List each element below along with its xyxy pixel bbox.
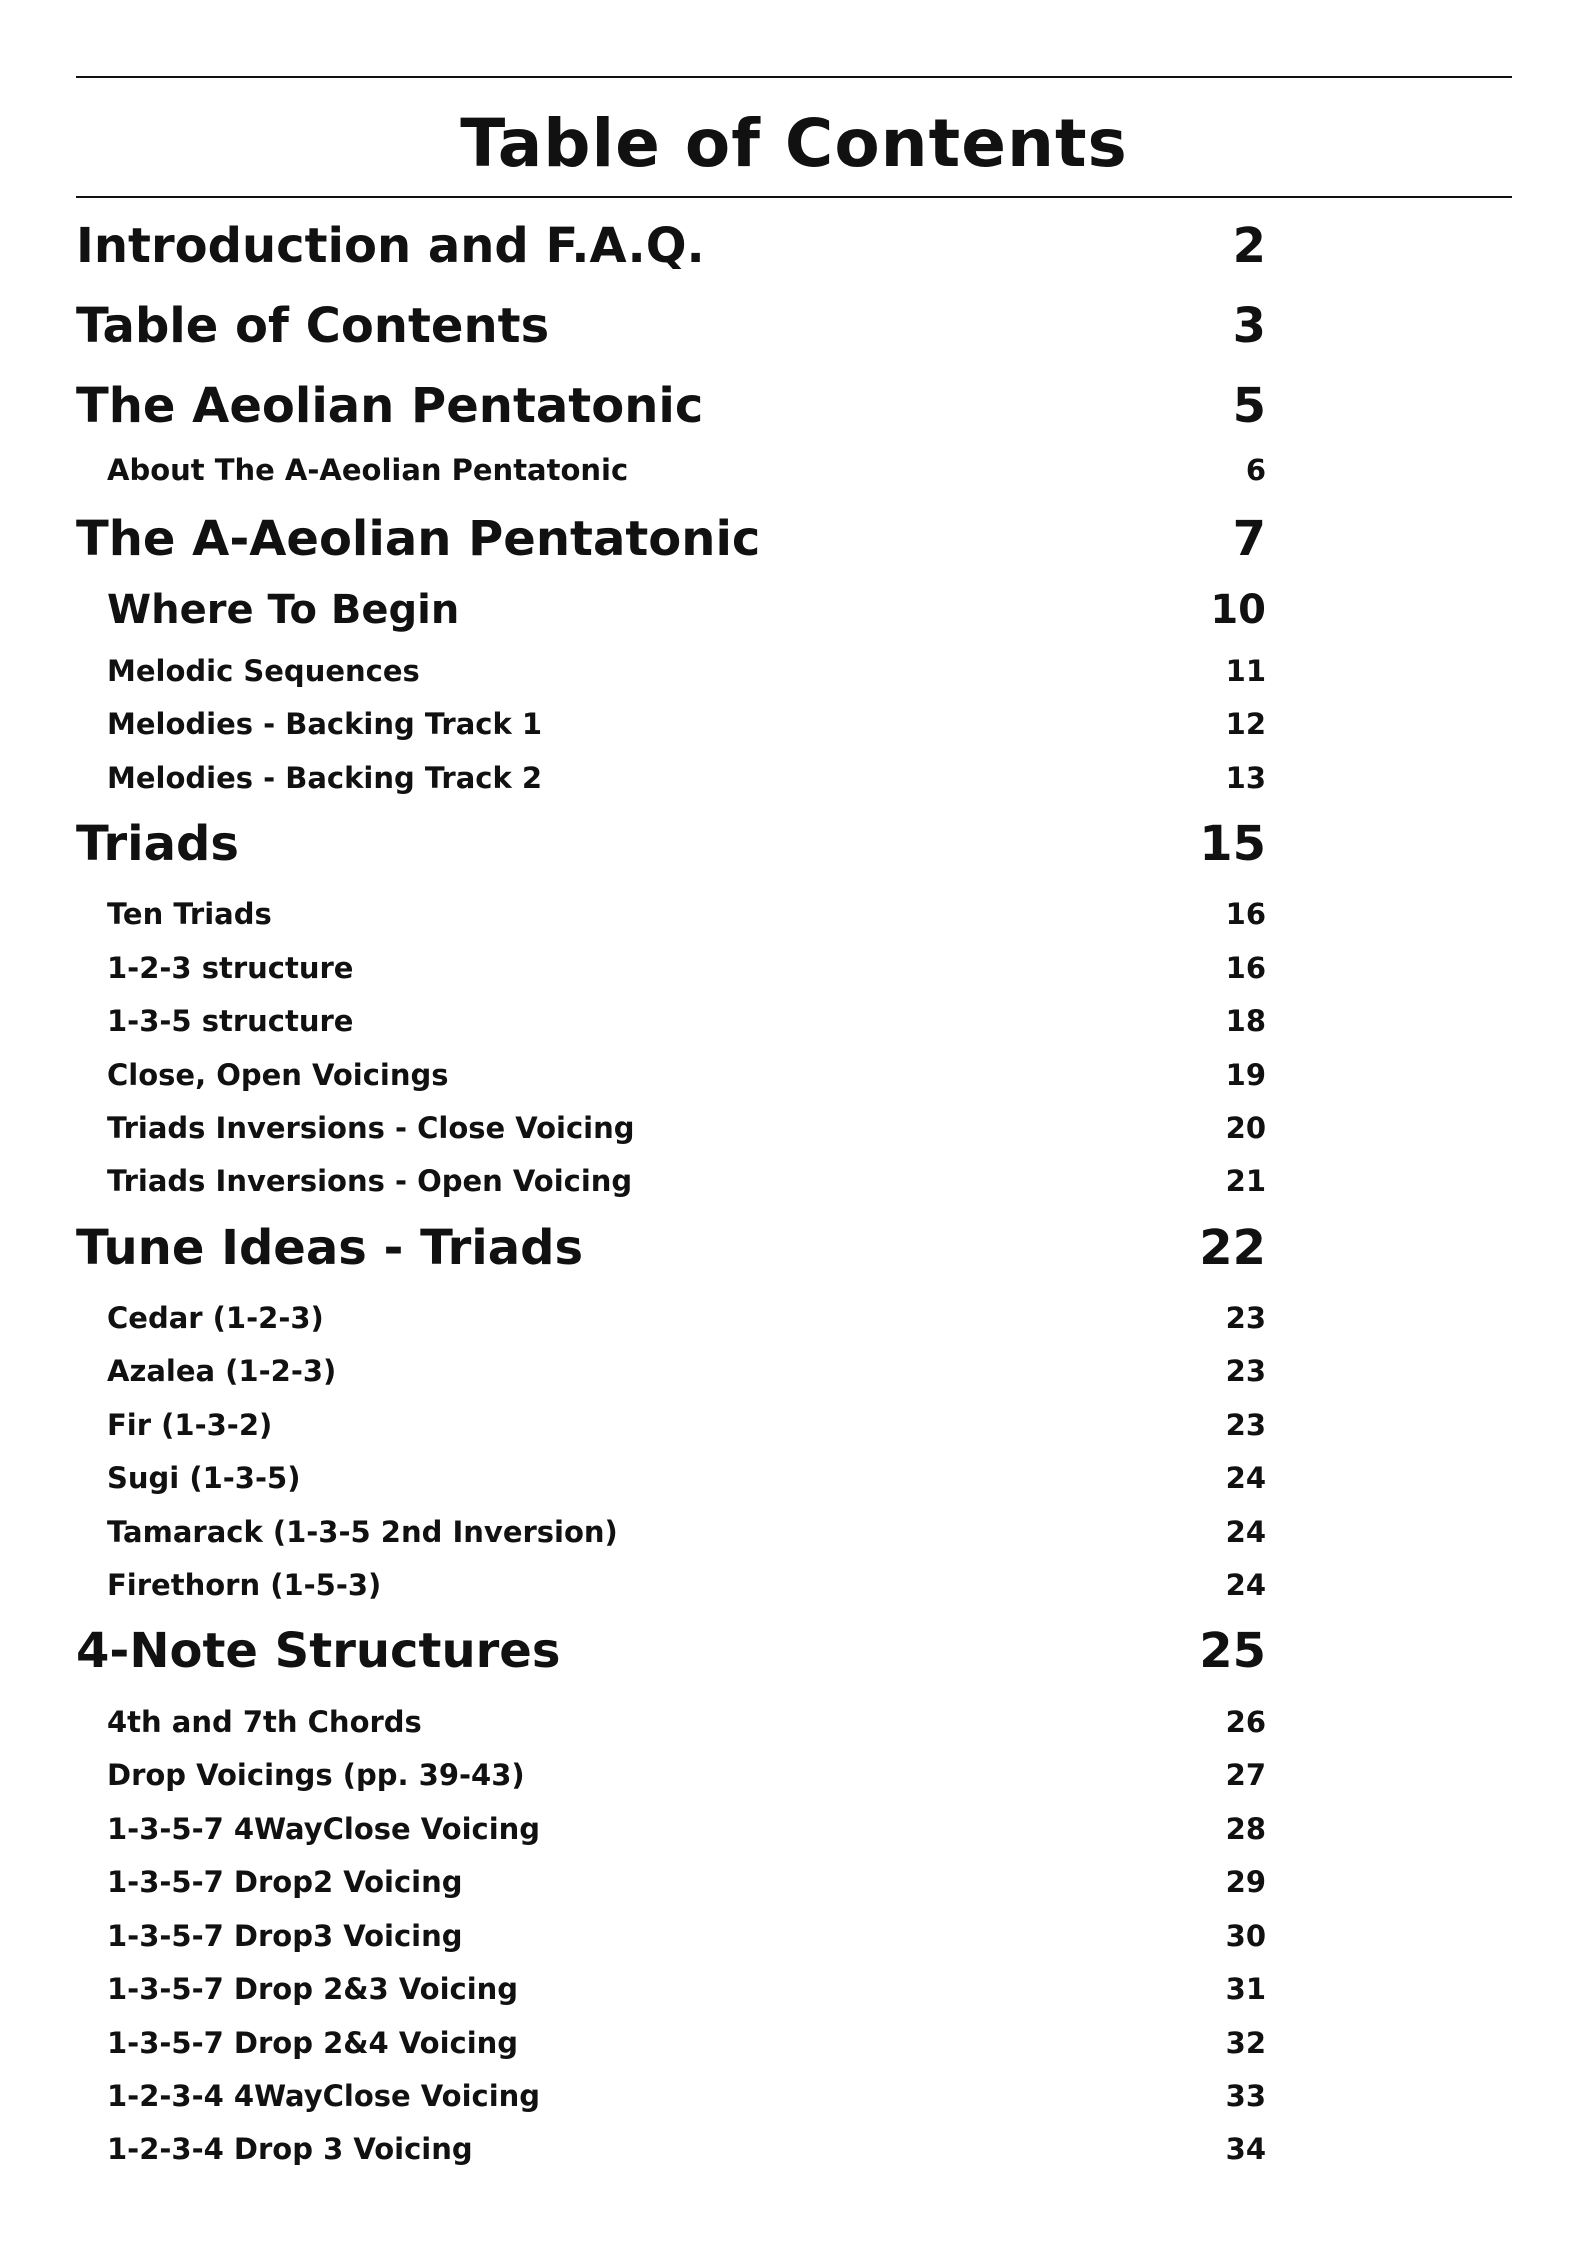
toc-entry-page-number: 13 xyxy=(1225,761,1266,795)
toc-subsection-entry[interactable] xyxy=(0,896,1587,932)
toc-entry-label: Table of Contents xyxy=(76,298,550,354)
title-underline-rule xyxy=(76,196,1512,198)
toc-subsection-entry[interactable] xyxy=(0,1163,1587,1199)
toc-subsection-entry[interactable] xyxy=(0,1300,1587,1336)
toc-subsection-entry[interactable] xyxy=(0,2025,1587,2061)
toc-entry-page-number: 10 xyxy=(1210,587,1266,633)
toc-entry-page-number: 23 xyxy=(1225,1408,1266,1442)
toc-subsection-entry[interactable] xyxy=(0,1514,1587,1550)
toc-entry-label: 1-3-5-7 Drop2 Voicing xyxy=(107,1865,463,1899)
toc-entry-label: Close, Open Voicings xyxy=(107,1058,449,1092)
toc-entry-label: Sugi (1-3-5) xyxy=(107,1461,301,1495)
toc-subsection-entry[interactable] xyxy=(0,2131,1587,2167)
toc-entry-label: Cedar (1-2-3) xyxy=(107,1301,324,1335)
toc-entry-label: 1-3-5-7 Drop3 Voicing xyxy=(107,1919,463,1953)
toc-entry-page-number: 24 xyxy=(1225,1568,1266,1602)
toc-entry-label: Triads xyxy=(76,816,239,872)
toc-subsection-entry[interactable] xyxy=(0,2078,1587,2114)
toc-entry-label: About The A-Aeolian Pentatonic xyxy=(107,453,629,487)
toc-entry-page-number: 27 xyxy=(1225,1758,1266,1792)
toc-entry-page-number: 16 xyxy=(1225,951,1266,985)
toc-entry-label: Drop Voicings (pp. 39-43) xyxy=(107,1758,525,1792)
toc-subsection-entry[interactable] xyxy=(0,706,1587,742)
toc-entry-label: Ten Triads xyxy=(107,897,272,931)
toc-entry-page-number: 28 xyxy=(1225,1812,1266,1846)
toc-entry-page-number: 15 xyxy=(1199,816,1266,872)
toc-entry-label: 1-2-3-4 Drop 3 Voicing xyxy=(107,2132,473,2166)
toc-entry-page-number: 19 xyxy=(1225,1058,1266,1092)
toc-entry-label: 1-3-5 structure xyxy=(107,1004,354,1038)
toc-entry-label: 1-2-3 structure xyxy=(107,951,354,985)
toc-subsection-entry[interactable] xyxy=(0,1353,1587,1389)
toc-entry-page-number: 33 xyxy=(1225,2079,1266,2113)
toc-subsection-entry[interactable] xyxy=(0,585,1587,635)
toc-subsection-entry[interactable] xyxy=(0,1757,1587,1793)
toc-entry-page-number: 20 xyxy=(1225,1111,1266,1145)
toc-entry-page-number: 7 xyxy=(1232,511,1266,567)
toc-entry-label: Melodies - Backing Track 2 xyxy=(107,761,543,795)
toc-subsection-entry[interactable] xyxy=(0,950,1587,986)
toc-entry-label: 1-3-5-7 4WayClose Voicing xyxy=(107,1812,541,1846)
toc-subsection-entry[interactable] xyxy=(0,1057,1587,1093)
toc-entry-label: The A-Aeolian Pentatonic xyxy=(76,511,761,567)
toc-section-entry[interactable] xyxy=(0,813,1587,875)
toc-entry-label: Melodic Sequences xyxy=(107,654,420,688)
toc-entry-label: The Aeolian Pentatonic xyxy=(76,378,704,434)
toc-subsection-entry[interactable] xyxy=(0,653,1587,689)
toc-entry-page-number: 18 xyxy=(1225,1004,1266,1038)
toc-section-entry[interactable] xyxy=(0,508,1587,570)
top-rule xyxy=(76,76,1512,78)
toc-subsection-entry[interactable] xyxy=(0,1003,1587,1039)
toc-entry-label: Introduction and F.A.Q. xyxy=(76,218,705,274)
toc-subsection-entry[interactable] xyxy=(0,1704,1587,1740)
toc-entry-page-number: 3 xyxy=(1232,298,1266,354)
toc-entry-page-number: 5 xyxy=(1232,378,1266,434)
toc-entry-label: 4th and 7th Chords xyxy=(107,1705,422,1739)
toc-entry-page-number: 6 xyxy=(1245,453,1266,487)
toc-entry-page-number: 21 xyxy=(1225,1164,1266,1198)
toc-subsection-entry[interactable] xyxy=(0,1864,1587,1900)
toc-entry-label: Triads Inversions - Open Voicing xyxy=(107,1164,633,1198)
toc-subsection-entry[interactable] xyxy=(0,760,1587,796)
toc-subsection-entry[interactable] xyxy=(0,1567,1587,1603)
toc-entry-page-number: 34 xyxy=(1225,2132,1266,2166)
toc-section-entry[interactable] xyxy=(0,1217,1587,1279)
toc-entry-page-number: 24 xyxy=(1225,1515,1266,1549)
toc-subsection-entry[interactable] xyxy=(0,1918,1587,1954)
toc-entry-page-number: 24 xyxy=(1225,1461,1266,1495)
toc-section-entry[interactable] xyxy=(0,215,1587,277)
toc-entry-page-number: 11 xyxy=(1225,654,1266,688)
toc-entry-label: Fir (1-3-2) xyxy=(107,1408,273,1442)
toc-entry-label: Triads Inversions - Close Voicing xyxy=(107,1111,635,1145)
toc-entry-page-number: 2 xyxy=(1232,218,1266,274)
toc-entry-label: Where To Begin xyxy=(107,587,460,633)
toc-section-entry[interactable] xyxy=(0,1620,1587,1682)
toc-entry-page-number: 12 xyxy=(1225,707,1266,741)
toc-subsection-entry[interactable] xyxy=(0,1110,1587,1146)
toc-entry-page-number: 32 xyxy=(1225,2026,1266,2060)
toc-entry-page-number: 25 xyxy=(1199,1623,1266,1679)
toc-entry-page-number: 30 xyxy=(1225,1919,1266,1953)
toc-entry-page-number: 31 xyxy=(1225,1972,1266,2006)
toc-entry-label: Tamarack (1-3-5 2nd Inversion) xyxy=(107,1515,618,1549)
toc-entry-label: Tune Ideas - Triads xyxy=(76,1220,584,1276)
toc-entry-page-number: 23 xyxy=(1225,1354,1266,1388)
toc-entry-page-number: 22 xyxy=(1199,1220,1266,1276)
toc-entry-label: Azalea (1-2-3) xyxy=(107,1354,337,1388)
toc-subsection-entry[interactable] xyxy=(0,1971,1587,2007)
toc-entry-page-number: 16 xyxy=(1225,897,1266,931)
toc-section-entry[interactable] xyxy=(0,375,1587,437)
toc-subsection-entry[interactable] xyxy=(0,1407,1587,1443)
toc-entry-page-number: 29 xyxy=(1225,1865,1266,1899)
toc-subsection-entry[interactable] xyxy=(0,452,1587,488)
toc-entry-label: Firethorn (1-5-3) xyxy=(107,1568,382,1602)
toc-entry-label: 4-Note Structures xyxy=(76,1623,561,1679)
toc-entry-label: 1-3-5-7 Drop 2&4 Voicing xyxy=(107,2026,519,2060)
toc-subsection-entry[interactable] xyxy=(0,1811,1587,1847)
toc-section-entry[interactable] xyxy=(0,295,1587,357)
toc-entry-page-number: 23 xyxy=(1225,1301,1266,1335)
toc-entry-label: Melodies - Backing Track 1 xyxy=(107,707,543,741)
toc-subsection-entry[interactable] xyxy=(0,1460,1587,1496)
toc-entry-page-number: 26 xyxy=(1225,1705,1266,1739)
toc-entry-label: 1-2-3-4 4WayClose Voicing xyxy=(107,2079,541,2113)
toc-entry-label: 1-3-5-7 Drop 2&3 Voicing xyxy=(107,1972,519,2006)
page-title: Table of Contents xyxy=(460,105,1128,182)
